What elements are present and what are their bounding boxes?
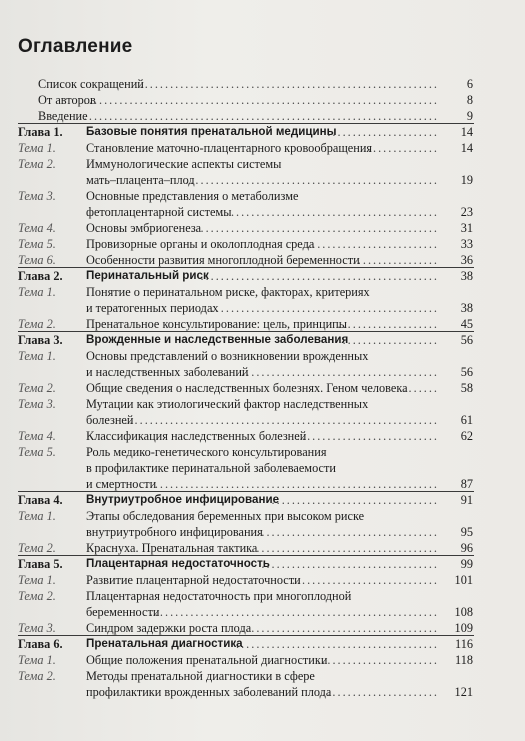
dot-leader: ...................................................................... — [83, 93, 439, 107]
topic-number: Тема 2. — [18, 317, 56, 331]
toc-line — [0, 172, 525, 188]
topic-number: Тема 2. — [18, 589, 56, 603]
toc-line — [0, 396, 525, 412]
toc-line — [0, 620, 525, 636]
topic-title: Особенности развития многоплодной беременности — [86, 253, 360, 267]
topic-title: Основы эмбриогенеза — [86, 221, 202, 235]
page-number: 45 — [460, 317, 473, 331]
dot-leader: .......................... — [307, 237, 439, 251]
dot-leader: .................................................. — [185, 173, 439, 187]
toc-entry-topic — [0, 508, 525, 540]
toc-title: Оглавление — [18, 36, 133, 57]
topic-title: Общие сведения о наследственных болезнях. Геном человека — [86, 381, 408, 395]
toc-line — [0, 588, 525, 604]
dot-leader: ...................... — [327, 125, 439, 139]
dot-leader: ................................................. — [190, 221, 439, 235]
toc-line — [0, 508, 525, 524]
page-number: 14 — [460, 141, 473, 155]
toc-line — [0, 444, 525, 460]
page-number: 6 — [466, 77, 473, 91]
dot-leader: .................................... — [256, 525, 439, 539]
toc-line — [0, 204, 525, 220]
toc-entry-topic — [0, 252, 525, 268]
toc-line — [0, 156, 525, 172]
chapter-title: Врожденные и наследственные заболевания — [86, 333, 349, 346]
toc-entry-plain — [0, 76, 525, 92]
page-number: 108 — [454, 605, 473, 619]
dot-leader: ....... — [403, 381, 439, 395]
page-number: 56 — [460, 365, 473, 379]
dot-leader: ........................................... — [220, 205, 439, 219]
page-number: 56 — [460, 333, 473, 347]
toc-entry-topic — [0, 620, 525, 636]
toc-line — [0, 412, 525, 428]
chapter-title: Плацентарная недостаточность — [86, 557, 270, 570]
toc-line — [0, 236, 525, 252]
page-number: 23 — [460, 205, 473, 219]
page-number: 14 — [460, 125, 473, 139]
topic-title: Краснуха. Пренатальная тактика — [86, 541, 258, 555]
topic-title: фетоплацентарной системы — [86, 205, 232, 219]
dot-leader: ................................. — [271, 493, 439, 507]
dot-leader: ................. — [352, 253, 439, 267]
topic-title: Иммунологические аспекты системы — [86, 157, 282, 171]
toc-line — [0, 300, 525, 316]
toc-line — [0, 668, 525, 684]
chapter-title: Пренатальная диагностика — [86, 637, 243, 650]
topic-number: Тема 6. — [18, 253, 56, 267]
dot-leader: ....................................................................... — [78, 109, 439, 123]
dot-leader: ............................................. — [210, 301, 439, 315]
page-number: 87 — [460, 477, 473, 491]
page-number: 58 — [460, 381, 473, 395]
toc-line — [0, 684, 525, 700]
dot-leader: ....................................... — [241, 365, 439, 379]
dot-leader: ............... — [362, 141, 439, 155]
topic-number: Тема 1. — [18, 509, 56, 523]
toc-entry-topic — [0, 140, 525, 156]
toc-line — [0, 460, 525, 476]
dot-leader: ............................ — [296, 429, 439, 443]
topic-title: мать–плацента–плод — [86, 173, 195, 187]
toc-line — [0, 252, 525, 268]
toc-line — [0, 652, 525, 668]
dot-leader: ....................... — [322, 685, 439, 699]
table-of-contents — [0, 76, 525, 700]
page-number: 31 — [460, 221, 473, 235]
topic-title: Общие положения пренатальной диагностики — [86, 653, 328, 667]
toc-entry-topic — [0, 156, 525, 188]
topic-title: Понятие о перинатальном риске, факторах, критериях — [86, 285, 370, 299]
chapter-number: Глава 1. — [18, 125, 63, 139]
topic-number: Тема 4. — [18, 221, 56, 235]
chapter-number: Глава 5. — [18, 557, 63, 571]
dot-leader: .................... — [337, 317, 439, 331]
dot-leader: ............................................... — [200, 269, 439, 283]
topic-title: Основы представлений о возникновении врожденных — [86, 349, 369, 363]
topic-title: и смертности — [86, 477, 157, 491]
page-number: 38 — [460, 301, 473, 315]
toc-entry-topic — [0, 668, 525, 700]
toc-entry-topic — [0, 540, 525, 556]
toc-entry-topic — [0, 316, 525, 332]
topic-number: Тема 2. — [18, 381, 56, 395]
page-number: 118 — [455, 653, 473, 667]
toc-entry-chapter — [0, 124, 525, 140]
toc-line — [0, 76, 525, 92]
dot-leader: .......................................................... — [144, 477, 439, 491]
chapter-title: Внутриутробное инфицирование — [86, 493, 280, 506]
topic-number: Тема 1. — [18, 285, 56, 299]
page-number: 109 — [454, 621, 473, 635]
topic-title: Методы пренатальной диагностики в сфере — [86, 669, 315, 683]
toc-entry-plain — [0, 92, 525, 108]
toc-entry-chapter — [0, 268, 525, 284]
toc-line — [0, 140, 525, 156]
topic-number: Тема 2. — [18, 157, 56, 171]
topic-number: Тема 3. — [18, 189, 56, 203]
topic-title: и тератогенных периодах — [86, 301, 219, 315]
entry-title: Список сокращений — [38, 77, 144, 91]
topic-number: Тема 1. — [18, 573, 56, 587]
chapter-number: Глава 2. — [18, 269, 63, 283]
dot-leader: ............................. — [291, 573, 439, 587]
topic-number: Тема 4. — [18, 429, 56, 443]
topic-title: Становление маточно-плацентарного кровообращения — [86, 141, 373, 155]
topic-title: беременности — [86, 605, 160, 619]
toc-entry-plain — [0, 108, 525, 124]
page-number: 33 — [460, 237, 473, 251]
dot-leader: ........................ — [317, 653, 439, 667]
dot-leader: ................... — [342, 333, 439, 347]
dot-leader: ............................................................ — [134, 77, 439, 91]
dot-leader: ........................................ — [236, 637, 439, 651]
toc-entry-topic — [0, 588, 525, 620]
toc-entry-topic — [0, 380, 525, 396]
topic-title: болезней — [86, 413, 134, 427]
entry-title: От авторов — [38, 93, 96, 107]
toc-line — [0, 284, 525, 300]
chapter-number: Глава 4. — [18, 493, 63, 507]
topic-title: внутриутробного инфицирования — [86, 525, 263, 539]
toc-line — [0, 636, 525, 652]
toc-entry-chapter — [0, 332, 525, 348]
toc-entry-chapter — [0, 636, 525, 652]
dot-leader: ...................................... — [246, 541, 439, 555]
topic-number: Тема 2. — [18, 669, 56, 683]
page-number: 99 — [460, 557, 473, 571]
topic-number: Тема 1. — [18, 141, 56, 155]
toc-line — [0, 364, 525, 380]
topic-number: Тема 3. — [18, 397, 56, 411]
toc-line — [0, 540, 525, 556]
page-number: 121 — [454, 685, 473, 699]
toc-line — [0, 492, 525, 508]
page-number: 62 — [460, 429, 473, 443]
toc-line — [0, 316, 525, 332]
toc-line — [0, 332, 525, 348]
chapter-title: Перинатальный риск — [86, 269, 209, 282]
page-number: 19 — [460, 173, 473, 187]
page-number: 91 — [460, 493, 473, 507]
page-number: 116 — [455, 637, 473, 651]
toc-entry-chapter — [0, 556, 525, 572]
topic-number: Тема 1. — [18, 349, 56, 363]
toc-entry-topic — [0, 428, 525, 444]
toc-line — [0, 92, 525, 108]
toc-line — [0, 604, 525, 620]
toc-line — [0, 476, 525, 492]
toc-entry-topic — [0, 284, 525, 316]
page-number: 101 — [454, 573, 473, 587]
topic-number: Тема 3. — [18, 621, 56, 635]
dot-leader: ................................... — [261, 557, 439, 571]
toc-entry-topic — [0, 652, 525, 668]
page-number: 9 — [466, 109, 473, 123]
entry-title: Введение — [38, 109, 88, 123]
toc-line — [0, 124, 525, 140]
page-number: 96 — [460, 541, 473, 555]
dot-leader: ....................................... — [241, 621, 439, 635]
toc-line — [0, 220, 525, 236]
toc-line — [0, 380, 525, 396]
topic-title: Этапы обследования беременных при высоком риске — [86, 509, 365, 523]
chapter-number: Глава 6. — [18, 637, 63, 651]
toc-line — [0, 428, 525, 444]
topic-title: в профилактике перинатальной заболеваемости — [86, 461, 336, 475]
toc-entry-topic — [0, 220, 525, 236]
topic-title: Провизорные органы и околоплодная среда — [86, 237, 315, 251]
topic-title: Пренатальное консультирование: цель, принципы — [86, 317, 348, 331]
topic-title: Классификация наследственных болезней — [86, 429, 307, 443]
toc-line — [0, 268, 525, 284]
toc-entry-topic — [0, 236, 525, 252]
toc-line — [0, 108, 525, 124]
toc-line — [0, 572, 525, 588]
toc-entry-topic — [0, 396, 525, 428]
toc-line — [0, 188, 525, 204]
topic-title: профилактики врожденных заболеваний плода — [86, 685, 332, 699]
page-number: 36 — [460, 253, 473, 267]
topic-number: Тема 1. — [18, 653, 56, 667]
toc-entry-chapter — [0, 492, 525, 508]
topic-title: Роль медико-генетического консультирования — [86, 445, 327, 459]
dot-leader: .............................................................. — [124, 413, 439, 427]
topic-number: Тема 5. — [18, 237, 56, 251]
topic-title: Развитие плацентарной недостаточности — [86, 573, 301, 587]
chapter-number: Глава 3. — [18, 333, 63, 347]
page-number: 95 — [460, 525, 473, 539]
toc-entry-topic — [0, 444, 525, 492]
toc-line — [0, 348, 525, 364]
toc-entry-topic — [0, 348, 525, 380]
chapter-title: Базовые понятия пренатальной медицины — [86, 125, 337, 138]
page-number: 38 — [460, 269, 473, 283]
toc-line — [0, 556, 525, 572]
page-number: 8 — [466, 93, 473, 107]
page-number: 61 — [460, 413, 473, 427]
toc-line — [0, 524, 525, 540]
topic-title: и наследственных заболеваний — [86, 365, 249, 379]
toc-entry-topic — [0, 572, 525, 588]
dot-leader: ......................................................... — [149, 605, 439, 619]
topic-title: Синдром задержки роста плода — [86, 621, 252, 635]
topic-title: Основные представления о метаболизме — [86, 189, 299, 203]
topic-title: Плацентарная недостаточность при многоплодной — [86, 589, 352, 603]
topic-number: Тема 5. — [18, 445, 56, 459]
topic-title: Мутации как этиологический фактор наследственных — [86, 397, 369, 411]
topic-number: Тема 2. — [18, 541, 56, 555]
toc-entry-topic — [0, 188, 525, 220]
